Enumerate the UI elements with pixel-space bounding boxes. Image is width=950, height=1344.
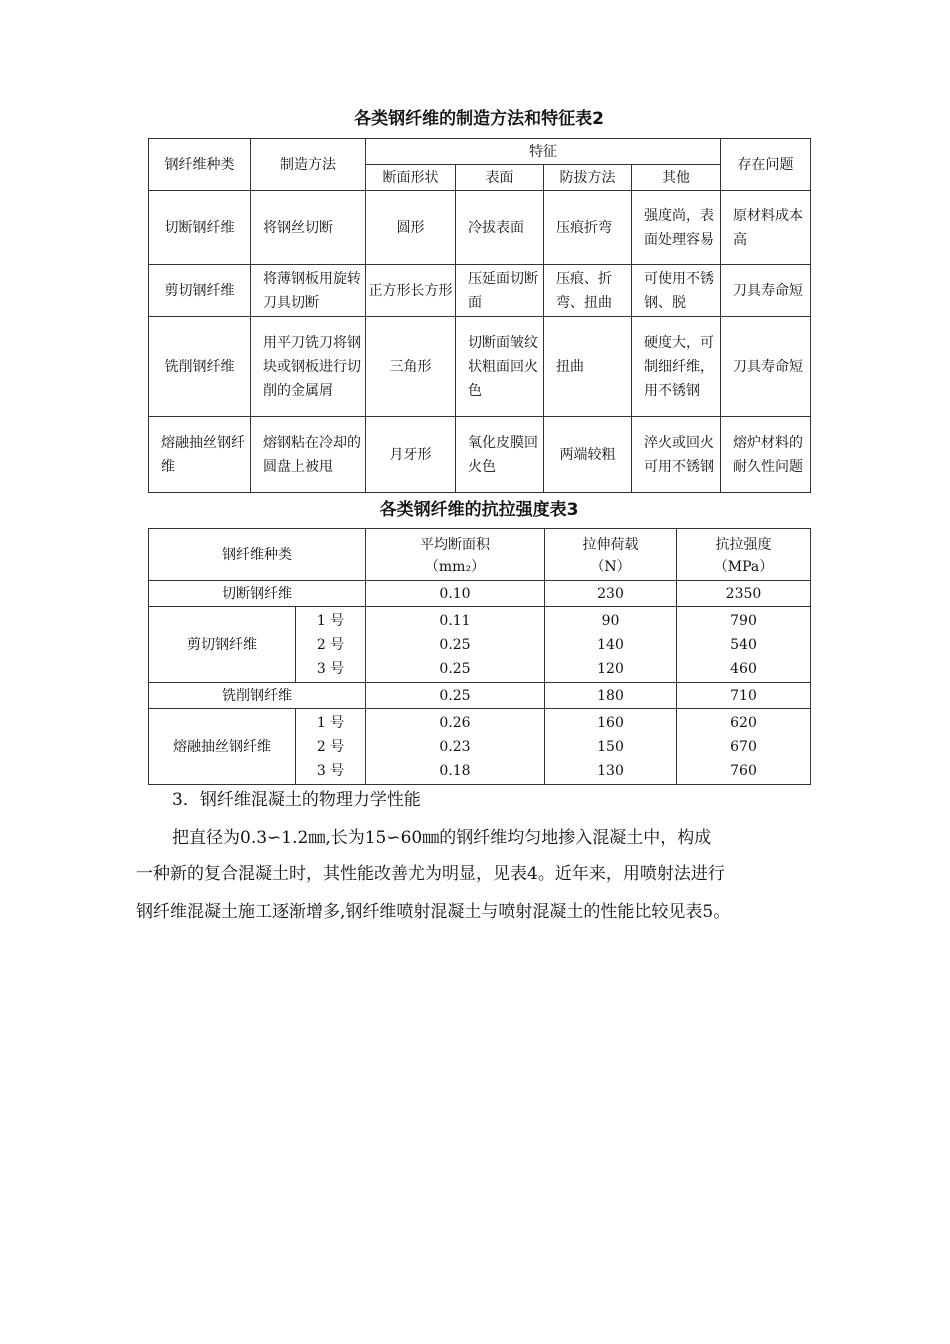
header-type: 钢纤维种类 <box>149 529 366 581</box>
cell-antipull: 两端较粗 <box>544 417 632 493</box>
cell-other: 可使用不锈钢、脱 <box>632 265 721 317</box>
table-row <box>149 265 811 317</box>
paragraph-line: 一种新的复合混凝土时，其性能改善尤为明显，见表4。近年来，用喷射法进行 <box>136 864 725 884</box>
cell-strength: 670 <box>730 738 757 755</box>
cell-load: 140 <box>597 636 624 653</box>
header-strength-unit: （MPa） <box>713 558 774 575</box>
cell-type: 切断钢纤维 <box>149 581 366 607</box>
cell-load: 150 <box>597 738 624 755</box>
cell-area: 0.10 <box>366 581 545 607</box>
cell-method: 熔钢粘在冷却的圆盘上被甩 <box>251 417 366 493</box>
cell-area: 0.18 <box>439 762 471 779</box>
table-row <box>149 607 811 683</box>
cell-type: 切断钢纤维 <box>149 191 251 265</box>
cell-load: 230 <box>545 581 677 607</box>
section-heading: 3．钢纤维混凝土的物理力学性能 <box>172 790 421 810</box>
table-row <box>149 317 811 417</box>
header-problem: 存在问题 <box>721 139 811 191</box>
cell-no: 2 号 <box>316 738 345 755</box>
header-section: 断面形状 <box>366 165 456 191</box>
header-features: 特征 <box>366 139 721 165</box>
cell-area: 0.11 <box>439 612 471 629</box>
cell-load: 180 <box>545 683 677 709</box>
table-row <box>149 709 811 785</box>
cell-no: 1 号 <box>316 612 345 629</box>
cell-area: 0.25 <box>366 683 545 709</box>
cell-method: 将钢丝切断 <box>251 191 366 265</box>
header-load: 拉伸荷载 <box>582 536 639 553</box>
header-area: 平均断面积 <box>420 536 490 553</box>
cell-other: 淬火或回火可用不锈钢 <box>632 417 721 493</box>
header-other: 其他 <box>632 165 721 191</box>
cell-surface: 氧化皮膜回火色 <box>456 417 544 493</box>
table2 <box>148 138 811 493</box>
cell-type: 剪切钢纤维 <box>149 265 251 317</box>
cell-type: 剪切钢纤维 <box>149 607 296 683</box>
table-row <box>149 417 811 493</box>
header-antipull: 防拔方法 <box>544 165 632 191</box>
cell-load: 160 <box>597 714 624 731</box>
cell-area: 0.26 <box>439 714 471 731</box>
header-area-unit: （mm₂） <box>424 558 486 575</box>
cell-no: 2 号 <box>316 636 345 653</box>
table-row <box>149 191 811 265</box>
cell-area: 0.23 <box>439 738 471 755</box>
cell-antipull: 压痕折弯 <box>544 191 632 265</box>
cell-type: 熔融抽丝钢纤维 <box>149 709 296 785</box>
header-method: 制造方法 <box>251 139 366 191</box>
cell-section: 三角形 <box>366 317 456 417</box>
cell-antipull: 扭曲 <box>544 317 632 417</box>
cell-load: 120 <box>597 660 624 677</box>
cell-method: 用平刀铣刀将钢块或钢板进行切削的金属屑 <box>251 317 366 417</box>
table3-title: 各类钢纤维的抗拉强度表3 <box>379 500 579 520</box>
cell-problem: 刀具寿命短 <box>721 317 811 417</box>
cell-type: 熔融抽丝钢纤维 <box>149 417 251 493</box>
cell-strength: 790 <box>730 612 757 629</box>
cell-surface: 切断面皱纹状粗面回火色 <box>456 317 544 417</box>
cell-no: 3 号 <box>316 660 345 677</box>
cell-antipull: 压痕、折弯、扭曲 <box>544 265 632 317</box>
header-surface: 表面 <box>456 165 544 191</box>
cell-type: 铣削钢纤维 <box>149 683 366 709</box>
cell-area: 0.25 <box>439 660 471 677</box>
paragraph-line: 钢纤维混凝土施工逐渐增多,钢纤维喷射混凝土与喷射混凝土的性能比较见表5。 <box>136 902 731 922</box>
cell-problem: 原材料成本高 <box>721 191 811 265</box>
header-type: 钢纤维种类 <box>149 139 251 191</box>
cell-section: 月牙形 <box>366 417 456 493</box>
cell-strength: 460 <box>730 660 757 677</box>
cell-surface: 压延面切断面 <box>456 265 544 317</box>
cell-load: 130 <box>597 762 624 779</box>
header-load-unit: （N） <box>590 558 631 575</box>
cell-problem: 熔炉材料的耐久性问题 <box>721 417 811 493</box>
cell-load: 90 <box>601 612 620 629</box>
header-strength: 抗拉强度 <box>715 536 772 553</box>
cell-section: 正方形长方形 <box>366 265 456 317</box>
cell-area: 0.25 <box>439 636 471 653</box>
table-row <box>149 683 811 709</box>
cell-other: 强度尚，表面处理容易 <box>632 191 721 265</box>
cell-strength: 540 <box>730 636 757 653</box>
table-row <box>149 581 811 607</box>
table3 <box>148 528 811 785</box>
cell-strength: 620 <box>730 714 757 731</box>
cell-method: 将薄钢板用旋转刀具切断 <box>251 265 366 317</box>
cell-problem: 刀具寿命短 <box>721 265 811 317</box>
cell-other: 硬度大，可制细纤维，用不锈钢 <box>632 317 721 417</box>
table2-title: 各类钢纤维的制造方法和特征表2 <box>354 109 604 129</box>
cell-strength: 760 <box>730 762 757 779</box>
cell-surface: 冷拔表面 <box>456 191 544 265</box>
paragraph-line: 把直径为0.3∽1.2㎜,长为15∽60㎜的钢纤维均匀地掺入混凝土中，构成 <box>172 828 712 848</box>
cell-type: 铣削钢纤维 <box>149 317 251 417</box>
cell-no: 3 号 <box>316 762 345 779</box>
cell-section: 圆形 <box>366 191 456 265</box>
cell-strength: 2350 <box>677 581 811 607</box>
cell-no: 1 号 <box>316 714 345 731</box>
cell-strength: 710 <box>677 683 811 709</box>
